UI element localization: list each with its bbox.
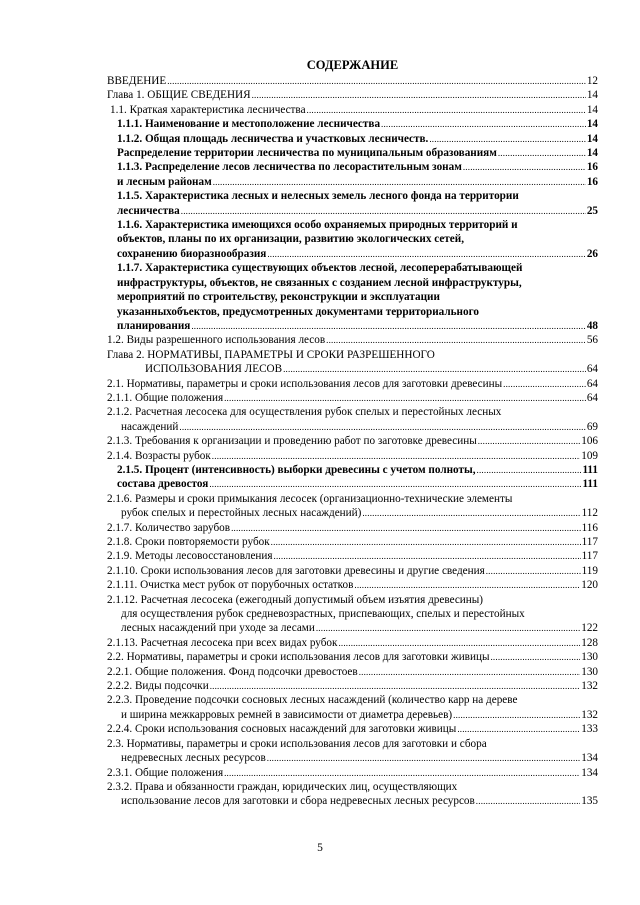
toc-entry-page: 64	[586, 363, 598, 376]
toc-entry[interactable]	[107, 391, 598, 405]
dot-leader	[359, 665, 581, 679]
dot-leader	[477, 463, 582, 477]
toc-entry[interactable]	[107, 564, 598, 578]
toc-entry[interactable]	[107, 348, 598, 377]
toc-entry-line: для осуществления рубок средневозрастных, приспевающих, спелых и перестойных	[121, 608, 525, 621]
toc-entry-page: 25	[586, 204, 598, 217]
dot-leader	[224, 766, 580, 780]
toc-entry[interactable]	[107, 175, 598, 189]
toc-entry[interactable]	[107, 103, 598, 117]
toc-entry-page: 130	[581, 665, 598, 678]
toc-entry-page: 111	[582, 478, 598, 491]
dot-leader	[179, 420, 585, 434]
dot-leader	[354, 578, 580, 592]
toc-entry-page: 122	[581, 622, 598, 635]
toc-entry-title: 2.1.11. Очистка мест рубок от порубочных остатков	[107, 579, 354, 592]
dot-leader	[267, 247, 585, 261]
dot-leader	[231, 521, 581, 535]
dot-leader	[252, 88, 586, 102]
dot-leader	[274, 549, 581, 563]
toc-entry-page: 48	[586, 319, 598, 332]
toc-entry[interactable]	[107, 492, 598, 521]
toc-entry-line: 2.2.3. Проведение подсочки сосновых лесных насаждений (количество карр на дереве	[107, 694, 518, 707]
toc-entry-title: 2.1.10. Сроки использования лесов для заготовки древесины и другие сведения	[107, 564, 485, 577]
toc-entry[interactable]	[107, 146, 598, 160]
toc-entry-page: 109	[581, 449, 598, 462]
document-page	[107, 56, 598, 809]
toc-entry-page: 117	[581, 536, 598, 548]
dot-leader	[271, 535, 581, 549]
toc-entry-page: 128	[581, 636, 598, 649]
toc-entry-line: 2.1.2. Расчетная лесосека для осуществления рубок спелых и перестойных лесных	[107, 406, 502, 419]
toc-entry[interactable]	[107, 463, 598, 477]
toc-entry-title: 1.1.3. Распределение лесов лесничества по лесорастительным зонам	[117, 161, 462, 174]
toc-entry-line: 1.1.7. Характеристика существующих объектов лесной, лесоперерабатывающей	[117, 262, 523, 275]
toc-entry-line: 2.3.2. Права и обязанности граждан, юридических лиц, осуществляющих	[107, 780, 458, 793]
dot-leader	[307, 103, 586, 117]
toc-entry[interactable]	[107, 737, 598, 766]
toc-entry-line: инфраструктуры, объектов, не связанных с созданием лесной инфраструктуры,	[117, 276, 522, 289]
toc-entry-title: 1.1. Краткая характеристика лесничества	[110, 103, 306, 116]
toc-entry-line: 1.1.6. Характеристика имеющихся особо охраняемых природных территорий и	[117, 219, 518, 232]
toc-entry-title: лесных насаждений при уходе за лесами	[121, 622, 315, 635]
dot-leader	[457, 722, 580, 736]
toc-entry-title: ВВЕДЕНИЕ	[107, 75, 167, 87]
toc-entry-title: рубок спелых и перестойных лесных насаждений)	[121, 507, 362, 520]
dot-leader	[498, 146, 586, 160]
toc-entry[interactable]	[107, 434, 598, 448]
toc-entry-page: 106	[581, 435, 598, 448]
dot-leader	[503, 377, 586, 391]
toc-entry[interactable]	[107, 722, 598, 736]
toc-entry[interactable]	[107, 679, 598, 693]
toc-entry[interactable]	[107, 665, 598, 679]
toc-entry-title: 2.1.4. Возрасты рубок	[107, 449, 211, 462]
toc-entry[interactable]	[107, 160, 598, 174]
toc-entry-title: сохранению биоразнообразия	[117, 247, 267, 260]
toc-entry-page: 135	[581, 795, 598, 808]
toc-entry-title: 2.1.7. Количество зарубов	[107, 521, 231, 534]
dot-leader	[429, 132, 585, 146]
toc-entry-title: 1.1.2. Общая площадь лесничества и участковых лесничеств.	[117, 132, 429, 145]
dot-leader	[463, 160, 586, 174]
dot-leader	[212, 449, 580, 463]
toc-entry-page: 26	[586, 247, 598, 260]
toc-entry-title: 2.1.9. Методы лесовосстановления	[107, 550, 273, 563]
toc-entry-line: 2.3. Нормативы, параметры и сроки использования лесов для заготовки и сбора	[107, 737, 487, 750]
toc-entry-page: 111	[582, 463, 598, 476]
toc-entry[interactable]	[107, 593, 598, 636]
toc-entry[interactable]	[107, 189, 598, 218]
toc-entry-page: 14	[586, 89, 598, 102]
toc-entry-page: 133	[581, 723, 598, 736]
toc-entry[interactable]	[107, 261, 598, 333]
toc-entry[interactable]	[107, 449, 598, 463]
toc-entry-page: 64	[586, 377, 598, 390]
toc-entry[interactable]	[107, 578, 598, 592]
toc-entry-title: 2.1.8. Сроки повторяемости рубок	[107, 536, 270, 548]
toc-entry-page: 16	[586, 175, 598, 188]
toc-entry-page: 14	[586, 132, 598, 145]
toc-entry-title: состава древостоя	[117, 478, 209, 491]
toc-entry-title: и ширина межкарровых ремней в зависимости от диаметра деревьев)	[121, 708, 453, 721]
toc-entry-page: 120	[581, 579, 598, 592]
dot-leader	[326, 333, 586, 347]
toc-entry-title: использование лесов для заготовки и сбора недревесных лесных ресурсов	[121, 795, 475, 808]
toc-entry-page: 117	[581, 550, 598, 563]
toc-entry-line: объектов, планы по их организации, развитию экологических сетей,	[117, 233, 465, 246]
dot-leader	[476, 794, 580, 808]
toc-entry-title: 2.2. Нормативы, параметры и сроки использования лесов для заготовки живицы	[107, 651, 490, 664]
toc-entry[interactable]	[107, 74, 598, 88]
toc-entry[interactable]	[107, 132, 598, 146]
toc-entry[interactable]	[107, 218, 598, 261]
dot-leader	[381, 117, 586, 131]
toc-entry[interactable]	[107, 521, 598, 535]
toc-entry-page: 130	[581, 651, 598, 664]
toc-entry-title: планирования	[117, 319, 191, 332]
toc-entry-page: 134	[581, 752, 598, 765]
toc-entry-title: лесничества	[117, 204, 180, 217]
toc-entry[interactable]	[107, 780, 598, 809]
toc-entry-page: 16	[586, 161, 598, 174]
toc-entry-title: 2.2.2. Виды подсочки	[107, 680, 209, 693]
toc-entry-page: 14	[586, 103, 598, 116]
toc-title: СОДЕРЖАНИЕ	[306, 58, 399, 72]
toc-entry[interactable]	[107, 693, 598, 722]
toc-entry-page: 119	[581, 564, 598, 577]
toc-entry-title: 2.1. Нормативы, параметры и сроки использования лесов для заготовки древесины	[107, 377, 503, 390]
toc-entry[interactable]	[107, 333, 598, 347]
toc-entry-title: 2.2.1. Общие положения. Фонд подсочки древостоев	[107, 665, 358, 678]
dot-leader	[209, 477, 581, 491]
toc-entry-page: 134	[581, 766, 598, 779]
toc-entry-title: 2.1.5. Процент (интенсивность) выборки древесины с учетом полноты,	[117, 463, 476, 476]
toc-entry-line: мероприятий по строительству, реконструкции и эксплуатации	[117, 291, 440, 304]
toc-entry-title: 2.1.3. Требования к организации и проведению работ по заготовке древесины	[107, 435, 477, 448]
dot-leader	[181, 204, 586, 218]
toc-entry-line: 2.1.6. Размеры и сроки примыкания лесосек (организационно-технические элементы	[107, 492, 513, 505]
toc-entry-page: 14	[586, 147, 598, 160]
toc-entry-page: 12	[586, 75, 598, 87]
toc-entry-page: 132	[581, 708, 598, 721]
toc-entry[interactable]	[107, 117, 598, 131]
toc-entry-page: 116	[581, 521, 598, 534]
toc-entry[interactable]	[107, 477, 598, 491]
toc-entry-title: насаждений	[121, 420, 179, 433]
toc-entry-title: и лесным районам	[117, 175, 212, 188]
toc-entry[interactable]	[107, 88, 598, 102]
toc-entry-line: Глава 2. НОРМАТИВЫ, ПАРАМЕТРЫ И СРОКИ РАЗРЕШЕННОГО	[107, 348, 435, 361]
toc-entry-title: 2.1.13. Расчетная лесосека при всех видах рубок	[107, 636, 338, 649]
toc-entry-title: 2.3.1. Общие положения	[107, 766, 224, 779]
toc-entry-page: 112	[581, 507, 598, 520]
toc-entry[interactable]	[107, 549, 598, 563]
dot-leader	[338, 636, 580, 650]
toc-entry-line: 2.1.12. Расчетная лесосека (ежегодный допустимый объем изъятия древесины)	[107, 593, 484, 606]
toc-entry-line: 1.1.5. Характеристика лесных и нелесных земель лесного фонда на территории	[117, 190, 519, 203]
dot-leader	[316, 621, 580, 635]
dot-leader	[210, 679, 581, 693]
dot-leader	[486, 564, 581, 578]
dot-leader	[283, 362, 586, 376]
toc-entry-title: 2.2.4. Сроки использования сосновых насаждений для заготовки живицы	[107, 723, 457, 736]
toc-entry-title: 1.1.1. Наименование и местоположение лесничества	[117, 118, 381, 131]
toc-entry[interactable]	[107, 650, 598, 664]
toc-entry-title: 1.2. Виды разрешенного использования лесов	[107, 334, 326, 347]
dot-leader	[167, 74, 586, 88]
dot-leader	[213, 175, 586, 189]
toc-entry[interactable]	[107, 766, 598, 780]
toc-entry[interactable]	[107, 535, 598, 549]
toc-entry[interactable]	[107, 636, 598, 650]
toc-entry-title: Глава 1. ОБЩИЕ СВЕДЕНИЯ	[107, 89, 251, 102]
toc-entry-title: ИСПОЛЬЗОВАНИЯ ЛЕСОВ	[145, 363, 283, 376]
toc-entry[interactable]	[107, 405, 598, 434]
toc-entry-page: 69	[586, 420, 598, 433]
toc-entry-line: указанныхобъектов, предусмотренных документами территориального	[117, 305, 479, 318]
toc-entry-title: 2.1.1. Общие положения	[107, 391, 224, 404]
toc-entry-title: недревесных лесных ресурсов	[121, 752, 266, 765]
dot-leader	[191, 319, 585, 333]
toc-entry-page: 64	[586, 391, 598, 404]
toc-entry-page: 132	[581, 680, 598, 693]
dot-leader	[478, 434, 581, 448]
dot-leader	[453, 708, 580, 722]
dot-leader	[224, 391, 586, 405]
toc-entry[interactable]	[107, 377, 598, 391]
toc-entry-title: Распределение территории лесничества по муниципальным образованиям	[117, 147, 497, 160]
table-of-contents	[107, 74, 598, 809]
toc-entry-page: 14	[586, 118, 598, 131]
toc-entry-page: 56	[586, 334, 598, 347]
dot-leader	[267, 751, 580, 765]
dot-leader	[362, 506, 580, 520]
dot-leader	[490, 650, 580, 664]
page-number: 5	[317, 842, 323, 854]
